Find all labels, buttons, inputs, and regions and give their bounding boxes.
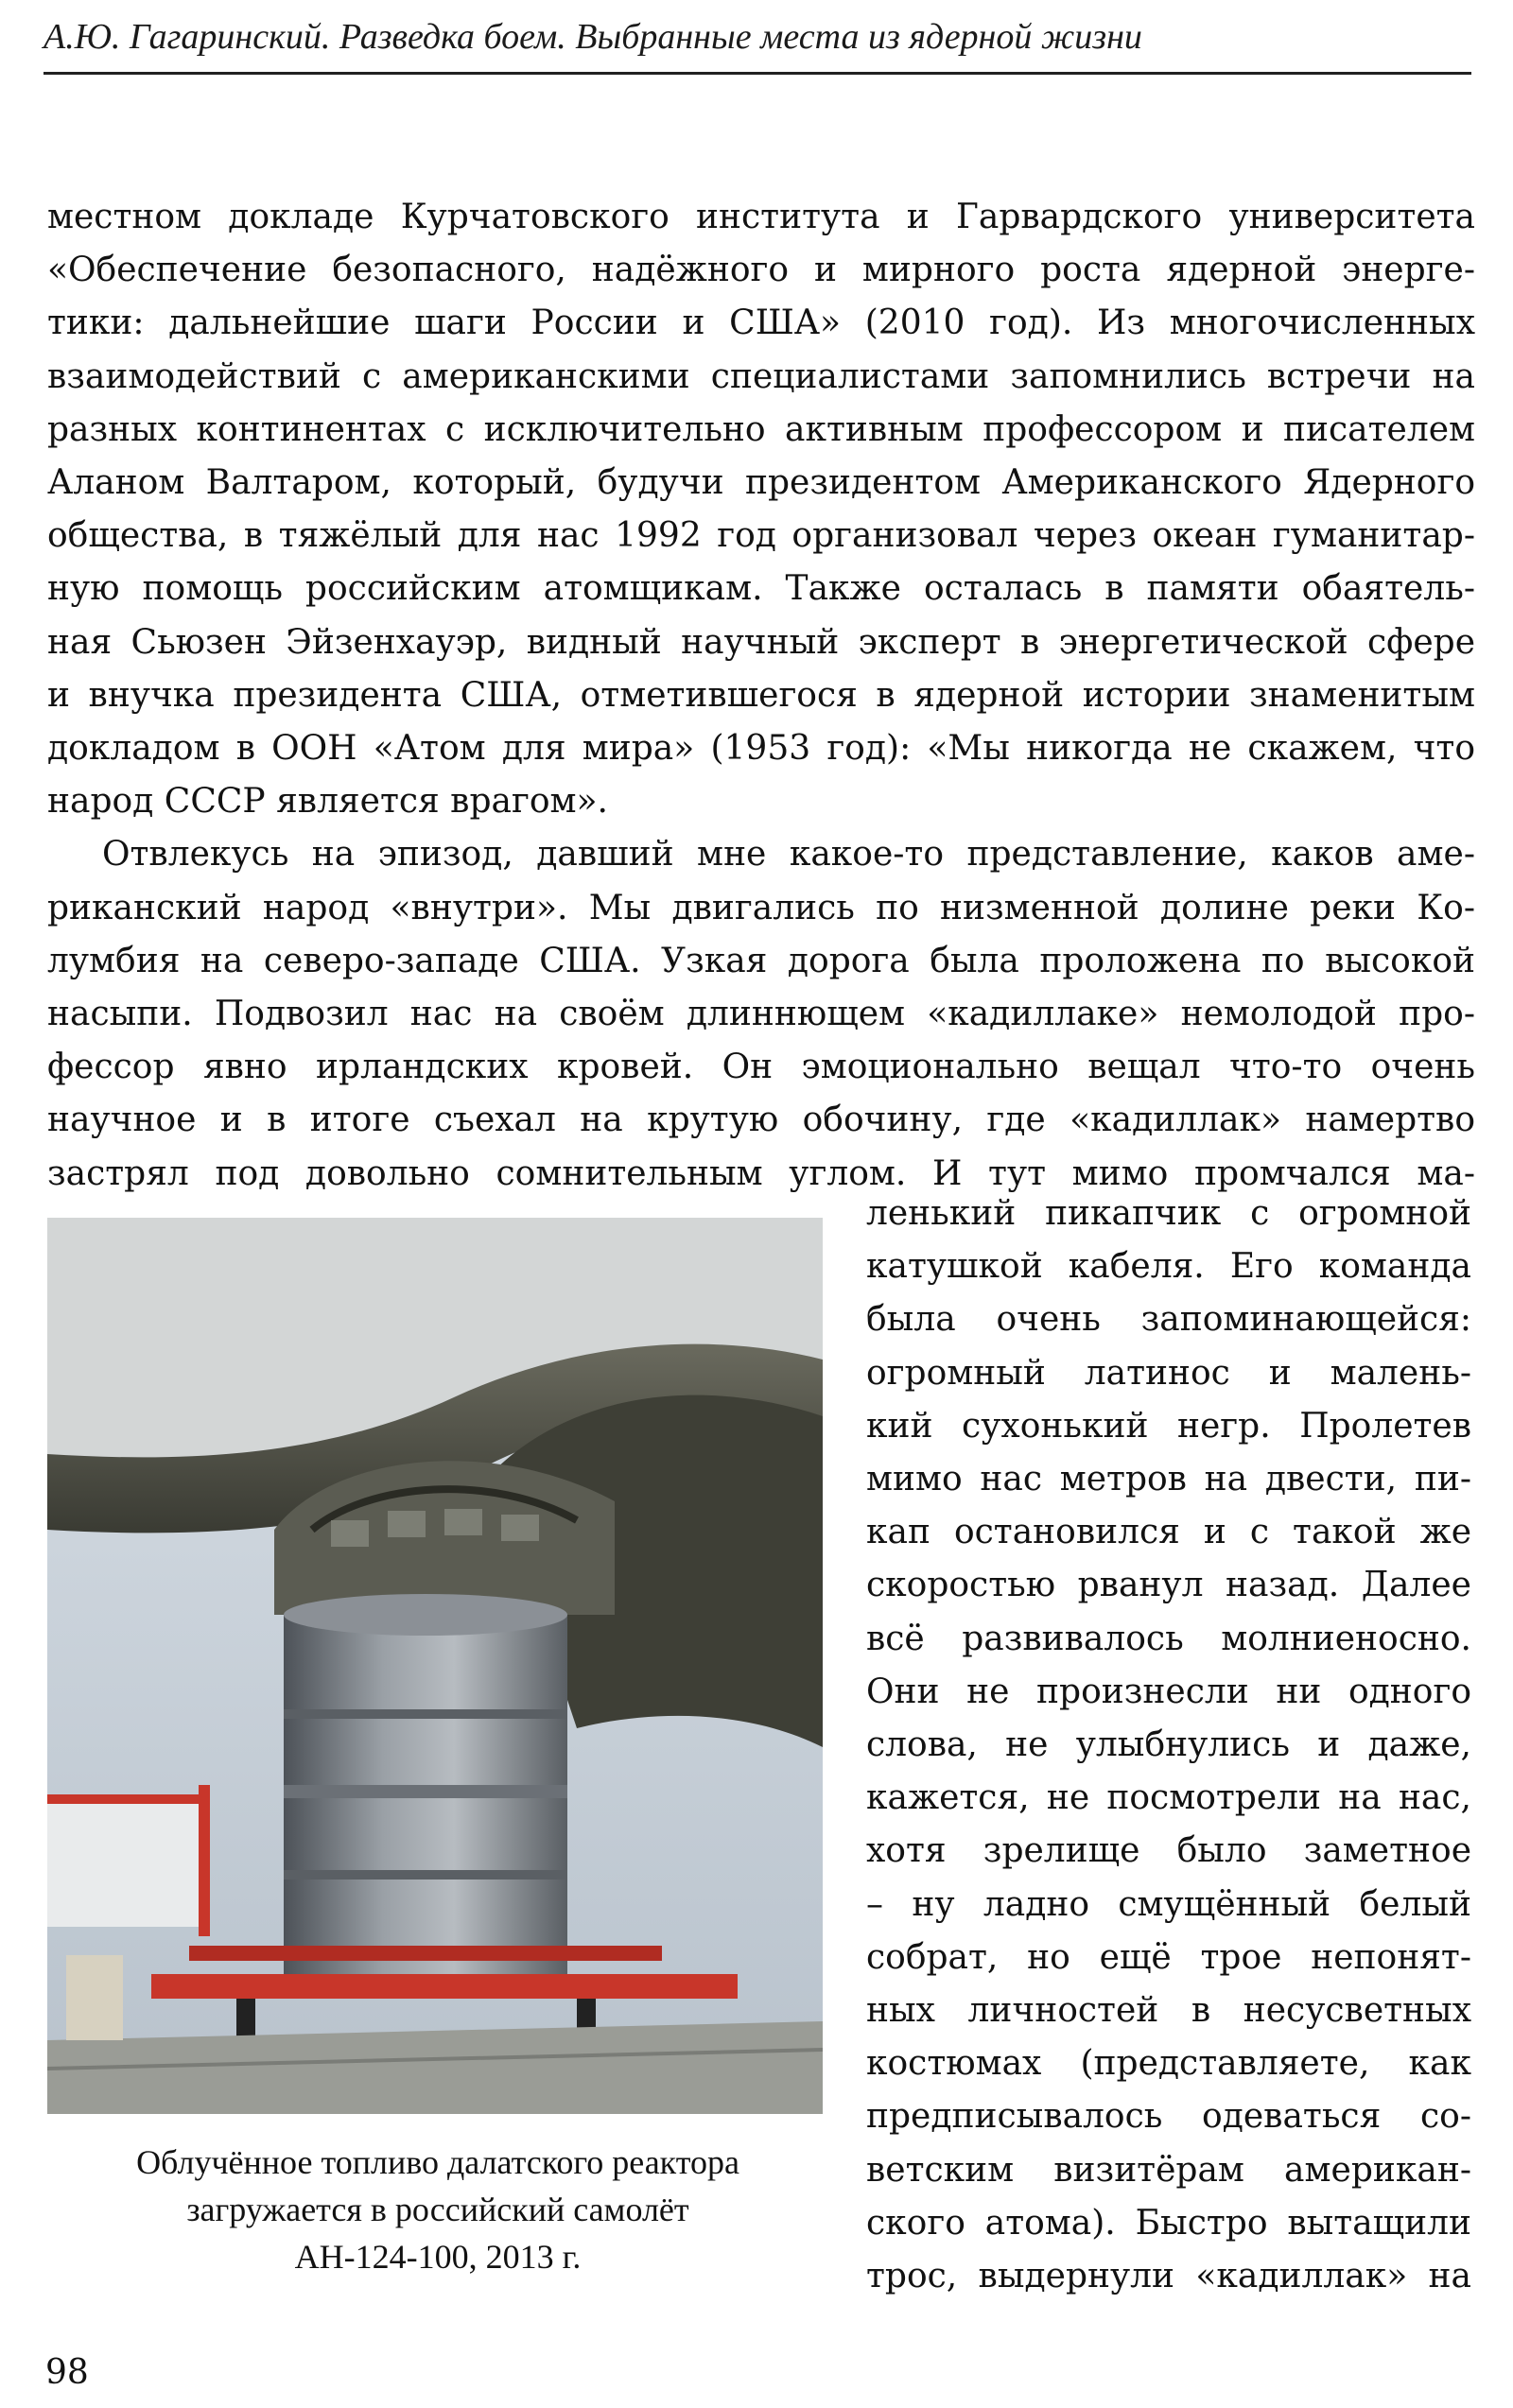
text-line: ная Сьюзен Эйзенхауэр, видный научный эксперт в энергетической сфере bbox=[47, 622, 1475, 662]
text-line: научное и в итоге съехал на крутую обочину, где «кадиллак» намертво bbox=[47, 1100, 1475, 1140]
text-line: предписывалось одеваться со- bbox=[866, 2097, 1471, 2137]
text-line: Аланом Валтаром, который, будучи президентом Американского Ядерного bbox=[47, 463, 1475, 503]
text-line: ветским визитёрам американ- bbox=[866, 2150, 1471, 2190]
text-line: – ну ладно смущённый белый bbox=[866, 1884, 1471, 1924]
text-line: катушкой кабеля. Его команда bbox=[866, 1247, 1471, 1287]
aircraft-cargo-photo bbox=[47, 1218, 823, 2114]
text-line: мимо нас метров на двести, пи- bbox=[866, 1460, 1471, 1499]
text-line: всё развивалось молниеносно. bbox=[866, 1619, 1471, 1658]
text-line: ных личностей в несусветных bbox=[866, 1991, 1471, 2031]
text-line: кап остановился и с такой же bbox=[866, 1513, 1471, 1552]
text-line: скоростью рванул назад. Далее bbox=[866, 1566, 1471, 1605]
caption-line: загружается в российский самолёт bbox=[186, 2191, 689, 2228]
page-number: 98 bbox=[45, 2353, 89, 2392]
text-line: собрат, но ещё трое непонят- bbox=[866, 1937, 1471, 1977]
body-text bbox=[47, 191, 1475, 1201]
text-line: была очень запоминающейся: bbox=[866, 1300, 1471, 1340]
running-head: А.Ю. Гагаринский. Разведка боем. Выбранные места из ядерной жизни bbox=[43, 17, 1142, 57]
paragraph-2 bbox=[47, 828, 1475, 1200]
text-line: разных континентах с исключительно активным профессором и писателем bbox=[47, 409, 1475, 449]
caption-line: АН-124-100, 2013 г. bbox=[294, 2238, 582, 2276]
text-line: взаимодействий с американскими специалистами запомнились встречи на bbox=[47, 356, 1475, 396]
text-line: слова, не улыбнулись и даже, bbox=[866, 1725, 1471, 1765]
figure-photo bbox=[47, 1218, 823, 2114]
text-line: тики: дальнейшие шаги России и США» (2010 год). Из многочисленных bbox=[47, 303, 1475, 343]
wrap-column bbox=[866, 1187, 1471, 2303]
text-line: ную помощь российским атомщикам. Также осталась в памяти обаятель- bbox=[47, 569, 1475, 609]
text-line: застрял под довольно сомнительным углом. И тут мимо промчался ма- bbox=[47, 1153, 1475, 1193]
text-line: Отвлекусь на эпизод, давший мне какое-то представление, каков аме- bbox=[102, 835, 1475, 875]
figure-caption bbox=[45, 2139, 830, 2280]
text-line: «Обеспечение безопасного, надёжного и мирного роста ядерной энерге- bbox=[47, 251, 1475, 290]
text-line: риканский народ «внутри». Мы двигались по низменной долине реки Ко- bbox=[47, 888, 1475, 927]
text-line: лумбия на северо-западе США. Узкая дорога была проложена по высокой bbox=[47, 941, 1475, 980]
text-line: Они не произнесли ни одного bbox=[866, 1672, 1471, 1711]
text-line: хотя зрелище было заметное bbox=[866, 1831, 1471, 1871]
text-line: трос, выдернули «кадиллак» на bbox=[866, 2257, 1471, 2296]
text-line: кий сухонький негр. Пролетев bbox=[866, 1406, 1471, 1446]
text-line: фессор явно ирландских кровей. Он эмоционально вещал что-то очень bbox=[47, 1048, 1475, 1087]
text-line: ского атома). Быстро вытащили bbox=[866, 2203, 1471, 2243]
header-rule bbox=[43, 72, 1471, 75]
text-line: и внучка президента США, отметившегося в ядерной истории знаменитым bbox=[47, 675, 1475, 715]
text-line: ленький пикапчик с огромной bbox=[866, 1194, 1471, 1233]
text-line: насыпи. Подвозил нас на своём длиннющем «кадиллаке» немолодой про- bbox=[47, 995, 1475, 1034]
text-line: огромный латинос и малень- bbox=[866, 1353, 1471, 1393]
text-line: костюмах (представляете, как bbox=[866, 2044, 1471, 2084]
caption-line: Облучённое топливо далатского реактора bbox=[136, 2143, 739, 2181]
text-line: народ СССР является врагом». bbox=[47, 782, 608, 822]
text-line: общества, в тяжёлый для нас 1992 год организовал через океан гуманитар- bbox=[47, 516, 1475, 556]
text-line: кажется, не посмотрели на нас, bbox=[866, 1778, 1471, 1818]
text-line: местном докладе Курчатовского института и Гарвардского университета bbox=[47, 198, 1475, 236]
text-line: докладом в ООН «Атом для мира» (1953 год): «Мы никогда не скажем, что bbox=[47, 729, 1475, 769]
paragraph-1 bbox=[47, 191, 1475, 828]
